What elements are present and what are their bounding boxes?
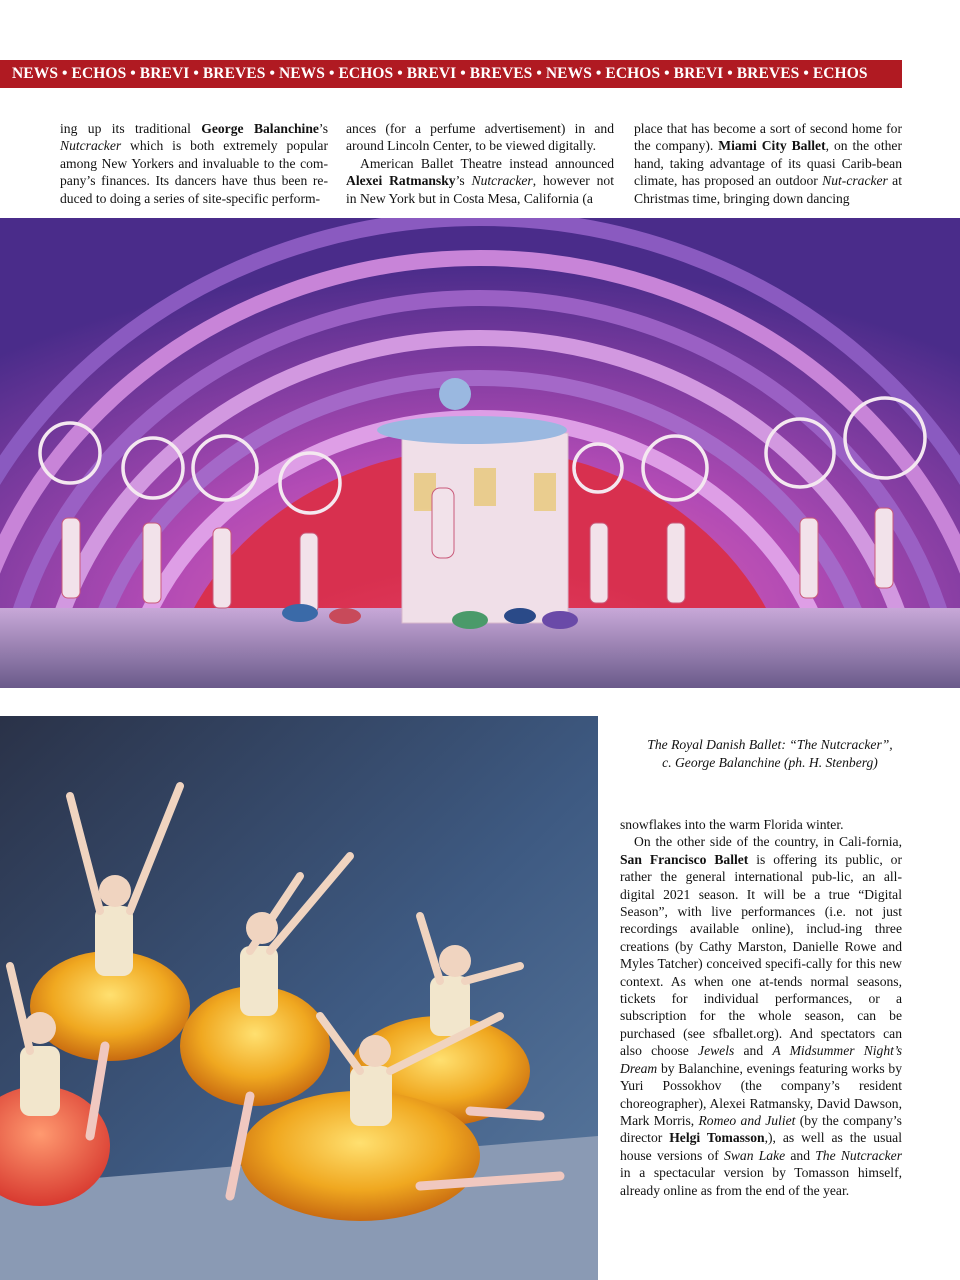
article-column-3	[634, 120, 902, 207]
text: in a spectacular version by Tomasson himself, already online as from the end of the year.	[620, 1165, 902, 1198]
text: which is both extremely popular among New Yorkers and invaluable to the com-pany’s finances. Its dancers have thus been re-duced to doing a series of site-specific perform-	[60, 138, 328, 206]
paragraph: snowflakes into the warm Florida winter.	[620, 817, 844, 832]
photo-caption	[620, 736, 920, 772]
text: American Ballet Theatre instead announced	[360, 155, 614, 171]
name-miami-city-ballet: Miami City Ballet	[718, 138, 826, 154]
paragraph: ances (for a perfume advertisement) in and around Lincoln Center, to be viewed digitally.	[346, 121, 614, 154]
name-san-francisco-ballet: San Francisco Ballet	[620, 851, 749, 867]
text: ing up its traditional	[60, 121, 202, 136]
paragraph	[620, 833, 902, 1199]
text: and	[734, 1043, 773, 1059]
text: place that has become a sort of second home for the company).	[634, 121, 902, 154]
stage-photo-nutcracker	[0, 218, 960, 688]
dancers-photo-yellow-tutus	[0, 716, 598, 1280]
caption-line: The Royal Danish Ballet: “The Nutcracker”,	[647, 737, 893, 752]
title-nutcracker: Nut-cracker	[822, 173, 888, 189]
name-ratmansky: Alexei Ratmansky	[346, 173, 456, 189]
title-nutcracker: Nutcracker	[60, 138, 122, 154]
text: by Balanchine, evenings featuring works by Yuri Possokhov (the company’s resident choreographer), Alexei Ratmansky, David Dawson, Mark Morris,	[620, 1060, 902, 1128]
title-nutcracker: The Nutcracker	[815, 1147, 902, 1163]
title-nutcracker: Nutcracker	[471, 173, 533, 189]
section-banner: NEWS • ECHOS • BREVI • BREVES • NEWS • ECHOS • BREVI • BREVES • NEWS • ECHOS • BREVI • BREVES • ECHOS	[0, 60, 902, 88]
name-balanchine: George Balanchine	[201, 121, 319, 136]
title-swan-lake: Swan Lake	[724, 1147, 786, 1163]
text: and	[785, 1147, 816, 1163]
text: , on the other hand, taking advantage of its quasi Carib-bean climate, has proposed an outdoor	[634, 138, 902, 189]
text: ’s	[455, 173, 472, 189]
text: , however not in New York but in Costa Mesa, California (a	[346, 173, 615, 206]
text: at Christmas time, bringing down dancing	[634, 173, 902, 206]
article-column-1	[60, 120, 328, 207]
text: On the other side of the country, in Cali-fornia,	[634, 834, 902, 850]
text: ,), as well as the usual house versions of	[620, 1130, 902, 1163]
caption-line: c. George Balanchine (ph. H. Stenberg)	[662, 755, 878, 770]
text: ’s	[318, 121, 328, 136]
paragraph	[346, 155, 614, 207]
title-jewels: Jewels	[698, 1043, 735, 1059]
title-midsummer: A Midsummer Night’s Dream	[620, 1043, 902, 1076]
article-column-2	[346, 120, 614, 207]
name-tomasson: Helgi Tomasson	[669, 1130, 765, 1146]
text: is offering its public, or rather the general international pub-lic, an all-digital 2021 season. It will be a true “Digital Season”, with live performances (i.e. not just recordings available online), includ-ing three creations (by Cathy Marston, Danielle Rowe and Myles Tatcher) conceived specifi-cally for this new context. As when one at-tends normal seasons, tickets for individual performances, or a subscription for the whole season, can be purchased (see sfballet.org). And spectators can also choose	[620, 851, 902, 1059]
title-romeo-juliet: Romeo and Juliet	[698, 1112, 796, 1128]
text: (by the company’s director	[620, 1112, 902, 1146]
article-column-4	[620, 816, 902, 1199]
